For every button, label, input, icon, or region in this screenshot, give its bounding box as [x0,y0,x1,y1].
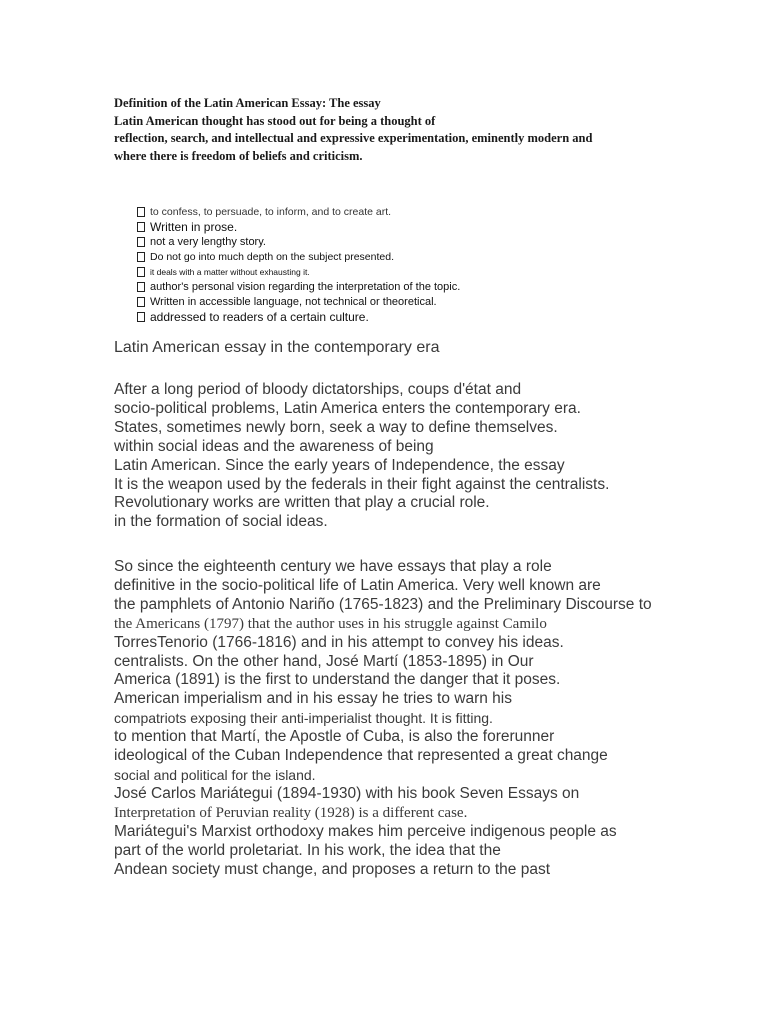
document-heading [114,95,592,165]
list-item-text: not a very lengthy story. [150,235,266,248]
heading-line: where there is freedom of beliefs and criticism. [114,148,363,163]
paragraph-line: part of the world proletariat. In his work, the idea that the [114,841,501,859]
list-item-text: author's personal vision regarding the interpretation of the topic. [150,280,461,293]
list-item [137,249,460,264]
paragraph-line: America (1891) is the first to understand the danger that it poses. [114,671,561,689]
list-item [137,309,460,324]
list-item [137,264,460,279]
list-item-text: addressed to readers of a certain culture. [150,309,369,324]
paragraph-line: Interpretation of Peruvian reality (1928) is a different case. [114,804,468,821]
heading-line: reflection, search, and intellectual and expressive experimentation, eminently modern and [114,131,593,145]
heading-line: Latin American thought has stood out for being a thought of [114,113,436,128]
square-checkbox-icon [137,312,145,322]
paragraph-line: Latin American. Since the early years of Independence, the essay [114,456,565,474]
list-item [137,219,460,234]
paragraph-line: to mention that Martí, the Apostle of Cuba, is also the forerunner [114,728,555,746]
square-checkbox-icon [137,282,145,292]
list-item-text: Written in accessible language, not technical or theoretical. [150,295,437,308]
paragraph-line: the Americans (1797) that the author uses in his struggle against Camilo [114,615,547,632]
paragraph-line: So since the eighteenth century we have essays that play a role [114,558,552,575]
paragraph-line: Revolutionary works are written that play a crucial role. [114,494,490,512]
paragraph-line: ideological of the Cuban Independence that represented a great change [114,747,608,765]
paragraph-line: Mariátegui's Marxist orthodoxy makes him perceive indigenous people as [114,822,617,840]
square-checkbox-icon [137,252,145,262]
paragraph-line: the pamphlets of Antonio Nariño (1765-1823) and the Preliminary Discourse to [114,595,652,613]
list-item [137,234,460,249]
paragraph-line: within social ideas and the awareness of being [114,437,434,455]
paragraph-line: centralists. On the other hand, José Martí (1853-1895) in Our [114,652,534,670]
paragraph-line: It is the weapon used by the federals in their fight against the centralists. [114,475,610,493]
list-item-text: Written in prose. [150,219,238,234]
paragraph-line: Andean society must change, and proposes a return to the past [114,860,550,878]
paragraph-line: in the formation of social ideas. [114,513,328,531]
paragraph-line: American imperialism and in his essay he tries to warn his [114,690,512,708]
list-item-text: it deals with a matter without exhausting it. [150,266,310,277]
square-checkbox-icon [137,237,145,247]
square-checkbox-icon [137,267,145,277]
list-item-text: Do not go into much depth on the subject presented. [150,250,394,263]
list-item [137,204,460,219]
paragraph-line: socio-political problems, Latin America enters the contemporary era. [114,399,581,417]
paragraph-eighteenth-century [114,558,652,879]
square-checkbox-icon [137,222,145,232]
paragraph-contemporary-era [114,381,609,532]
paragraph-line: After a long period of bloody dictatorships, coups d'état and [114,381,522,398]
paragraph-line: social and political for the island. [114,766,316,783]
characteristics-list [137,204,460,324]
list-item [137,279,460,294]
square-checkbox-icon [137,297,145,307]
paragraph-line: TorresTenorio (1766-1816) and in his attempt to convey his ideas. [114,633,564,651]
section-title: Latin American essay in the contemporary era [114,339,440,356]
square-checkbox-icon [137,207,145,217]
heading-line: Definition of the Latin American Essay: The essay [114,96,381,110]
paragraph-line: compatriots exposing their anti-imperialist thought. It is fitting. [114,710,493,727]
paragraph-line: José Carlos Mariátegui (1894-1930) with his book Seven Essays on [114,784,580,802]
paragraph-line: States, sometimes newly born, seek a way to define themselves. [114,418,558,436]
paragraph-line: definitive in the socio-political life of Latin America. Very well known are [114,576,601,594]
list-item [137,294,460,309]
list-item-text: to confess, to persuade, to inform, and to create art. [150,205,392,218]
